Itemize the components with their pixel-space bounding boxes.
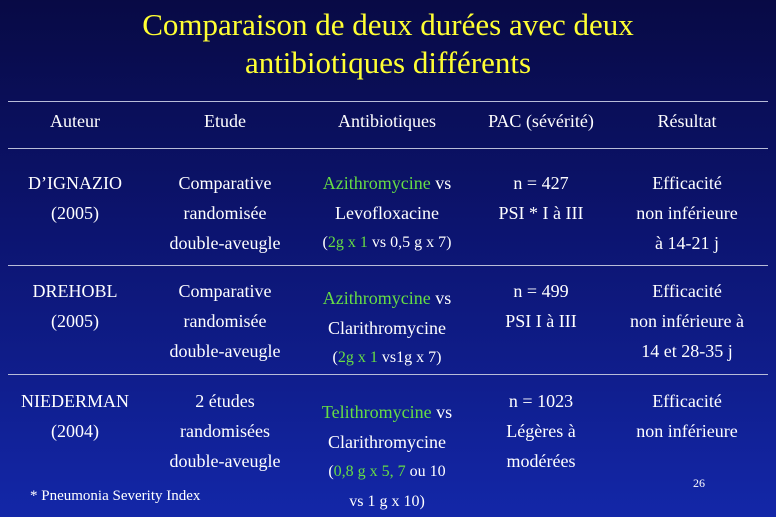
- table-row-1-author: [8, 168, 142, 228]
- table-row-2-study: [150, 276, 300, 366]
- result-line: 14 et 28-35 j: [641, 341, 733, 361]
- dose-open: (: [332, 349, 338, 366]
- table-row-2-author: [8, 276, 142, 336]
- result-line: à 14-21 j: [655, 233, 719, 253]
- dose-b: vs1g x 7): [377, 349, 442, 366]
- slide-title-line-1: Comparaison de deux durées avec deux: [142, 7, 634, 42]
- author-year: (2005): [51, 311, 99, 331]
- study-line: Comparative: [178, 173, 272, 193]
- table-row-2-pac: [474, 276, 608, 336]
- header-resultat: Résultat: [657, 111, 717, 131]
- pac-line: modérées: [506, 451, 576, 471]
- table-row-1-result: [612, 168, 762, 258]
- dose-b: ou 10: [405, 463, 446, 480]
- table-row-3-result: [612, 386, 762, 446]
- dose-b: vs 0,5 g x 7): [367, 234, 452, 251]
- drug-b: Clarithromycine: [328, 318, 446, 338]
- drug-a: Azithromycine: [322, 173, 431, 193]
- study-line: 2 études: [195, 391, 255, 411]
- pac-line: n = 499: [513, 281, 569, 301]
- author-name: D’IGNAZIO: [28, 173, 122, 193]
- result-line: non inférieure: [636, 203, 738, 223]
- header-rule: [8, 148, 768, 149]
- dose-a: 2g x 1: [327, 234, 368, 251]
- result-line: Efficacité: [652, 281, 722, 301]
- study-line: double-aveugle: [169, 341, 281, 361]
- author-year: (2005): [51, 203, 99, 223]
- slide-title-line-2: antibiotiques différents: [244, 45, 532, 80]
- drug-b: Clarithromycine: [328, 432, 446, 452]
- table-row-1-study: [150, 168, 300, 258]
- table-row-1-pac: [474, 168, 608, 228]
- dose-a: 0,8 g x 5, 7: [333, 463, 406, 480]
- vs-label: vs: [431, 402, 453, 422]
- page-number: 26: [693, 476, 705, 490]
- footnote: * Pneumonia Severity Index: [30, 488, 201, 504]
- author-name: NIEDERMAN: [21, 391, 129, 411]
- result-line: Efficacité: [652, 173, 722, 193]
- drug-b: Levofloxacine: [335, 203, 439, 223]
- pac-line: Légères à: [506, 421, 576, 441]
- table-row-1-antibiotics: [308, 168, 466, 258]
- slide-title: [0, 6, 776, 82]
- table-top-rule: [8, 101, 768, 102]
- table-row-3-antibiotics: [308, 397, 466, 517]
- study-line: randomisée: [183, 203, 267, 223]
- header-etude: Etude: [204, 111, 246, 131]
- drug-a: Azithromycine: [322, 288, 431, 308]
- header-antibiotiques: Antibiotiques: [338, 111, 436, 131]
- author-name: DREHOBL: [32, 281, 118, 301]
- table-row-3-author: [8, 386, 142, 446]
- result-line: Efficacité: [652, 391, 722, 411]
- row-2-rule: [8, 374, 768, 375]
- result-line: non inférieure à: [630, 311, 744, 331]
- row-1-rule: [8, 265, 768, 266]
- table-row-2-antibiotics: [308, 283, 466, 373]
- result-line: non inférieure: [636, 421, 738, 441]
- vs-label: vs: [430, 288, 452, 308]
- table-row-2-result: [612, 276, 762, 366]
- author-year: (2004): [51, 421, 99, 441]
- dose-a: 2g x 1: [337, 349, 378, 366]
- pac-line: PSI I à III: [505, 311, 577, 331]
- pac-line: n = 1023: [508, 391, 574, 411]
- dose-c: vs 1 g x 10): [349, 493, 425, 510]
- drug-a: Telithromycine: [321, 402, 432, 422]
- study-line: double-aveugle: [169, 233, 281, 253]
- pac-line: n = 427: [513, 173, 569, 193]
- dose-open: (: [328, 463, 334, 480]
- dose-open: (: [322, 234, 328, 251]
- study-line: double-aveugle: [169, 451, 281, 471]
- study-line: randomisées: [180, 421, 270, 441]
- vs-label: vs: [430, 173, 452, 193]
- table-row-3-pac: [474, 386, 608, 476]
- header-auteur: Auteur: [50, 111, 100, 131]
- study-line: Comparative: [178, 281, 272, 301]
- study-line: randomisée: [183, 311, 267, 331]
- header-pac: PAC (sévérité): [488, 111, 594, 131]
- table-row-3-study: [150, 386, 300, 476]
- pac-line: PSI * I à III: [498, 203, 584, 223]
